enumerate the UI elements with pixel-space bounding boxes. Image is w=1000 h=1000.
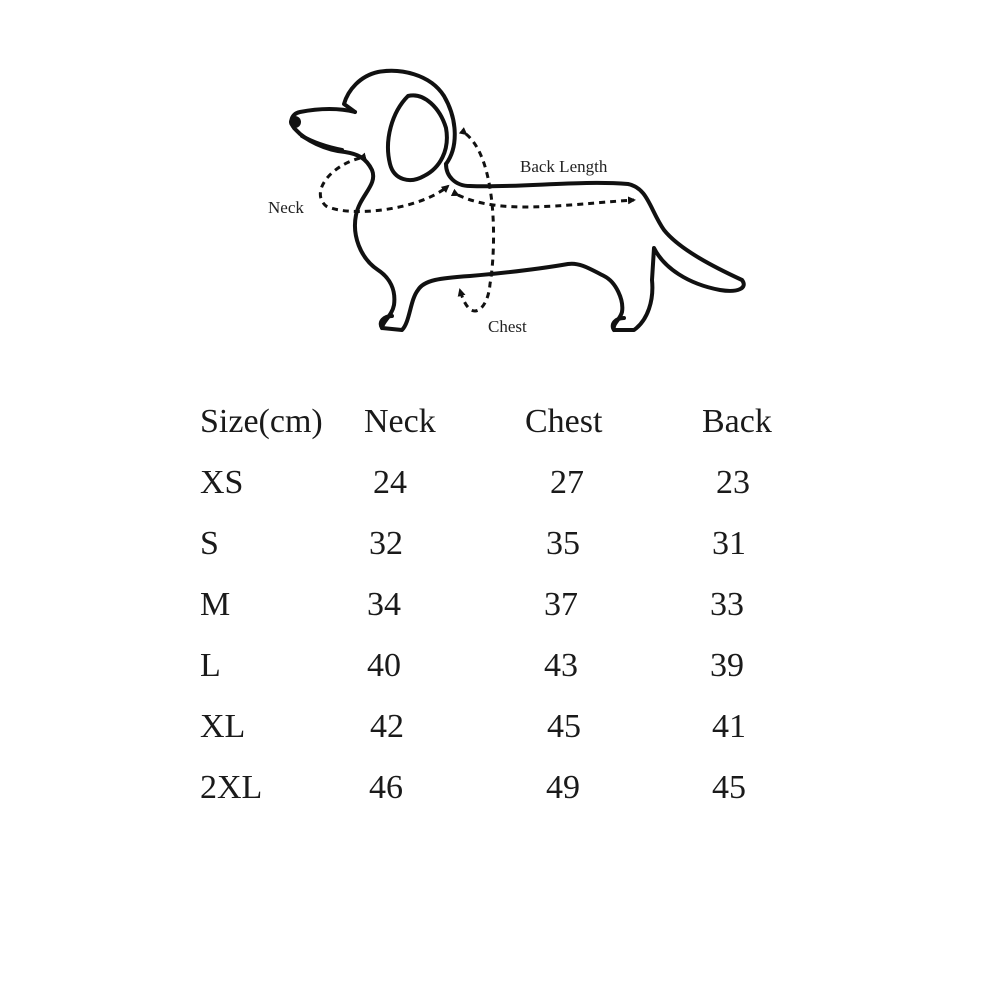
neck-label: Neck [268,198,304,217]
row-size: M [200,586,231,623]
row-neck: 40 [367,647,401,684]
back-length-label: Back Length [520,157,608,176]
row-chest: 49 [546,769,580,806]
row-back: 41 [712,708,746,745]
row-neck: 46 [369,769,403,806]
header-size: Size(cm) [200,403,323,440]
row-chest: 27 [550,464,584,501]
row-chest: 45 [547,708,581,745]
row-size: S [200,525,219,562]
row-neck: 42 [370,708,404,745]
row-size: XS [200,464,244,501]
row-back: 33 [710,586,744,623]
row-chest: 35 [546,525,580,562]
row-back: 45 [712,769,746,806]
row-chest: 43 [544,647,578,684]
header-back: Back [702,403,772,440]
row-neck: 34 [367,586,401,623]
row-back: 23 [716,464,750,501]
row-neck: 24 [373,464,407,501]
row-size: XL [200,708,246,745]
row-back: 39 [710,647,744,684]
row-size: 2XL [200,769,263,806]
row-neck: 32 [369,525,403,562]
header-chest: Chest [525,403,603,440]
chest-label: Chest [488,317,527,336]
row-chest: 37 [544,586,578,623]
row-size: L [200,647,221,684]
row-back: 31 [712,525,746,562]
header-neck: Neck [364,403,436,440]
